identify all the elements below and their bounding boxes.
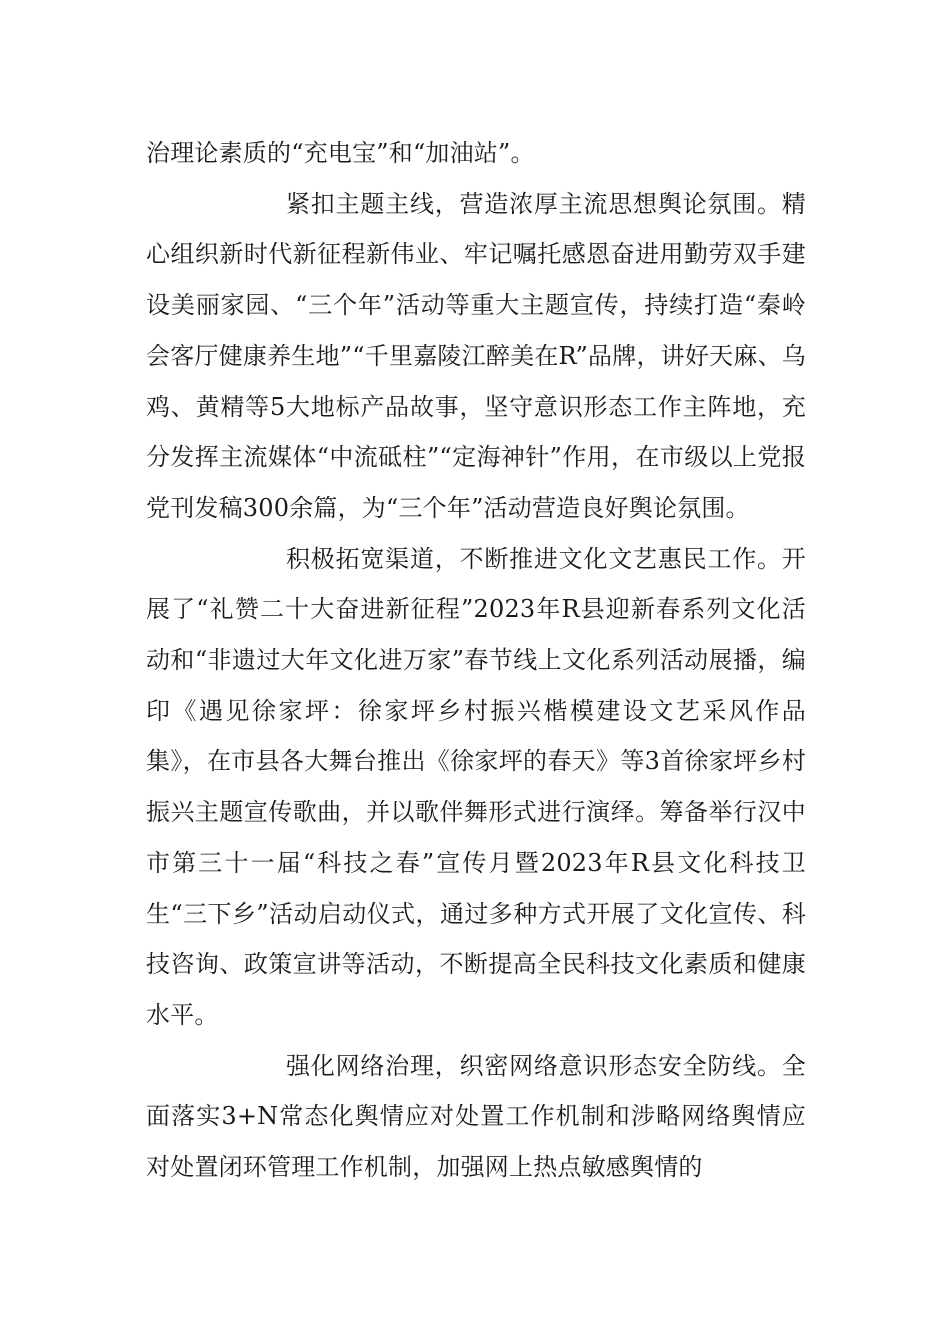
paragraph-network-governance xyxy=(146,1041,806,1193)
paragraph-continuation xyxy=(146,128,806,179)
paragraph-theme-propaganda xyxy=(146,179,806,534)
paragraph-heading: 紧扣主题主线，营造浓厚主流思想舆论氛围。 xyxy=(286,189,782,218)
paragraph-text: 治理论素质的“充电宝”和“加油站”。 xyxy=(146,139,535,167)
paragraph-text: 精心组织新时代新征程新伟业、牢记嘱托感恩奋进用勤劳双手建设美丽家园、“三个年”活动等重大主题宣传，持续打造“秦岭会客厅健康养生地”“千里嘉陵江醉美在R”品牌，讲好天麻、乌鸡、黄精等5大地标产品故事，坚守意识形态工作主阵地，充分发挥主流媒体“中流砥柱”“定海神针”作用，在市级以上党报党刊发稿300余篇，为“三个年”活动营造良好舆论氛围。 xyxy=(146,189,806,522)
paragraph-text: 全面落实3+N常态化舆情应对处置工作机制和涉略网络舆情应对处置闭环管理工作机制，加强网上热点敏感舆情的 xyxy=(146,1051,806,1182)
paragraph-text: 开展了“礼赞二十大奋进新征程”2023年R县迎新春系列文化活动和“非遗过大年文化进万家”春节线上文化系列活动展播，编印《遇见徐家坪：徐家坪乡村振兴楷模建设文艺采风作品集》，在市县各大舞台推出《徐家坪的春天》等3首徐家坪乡村振兴主题宣传歌曲，并以歌伴舞形式进行演绎。筹备举行汉中市第三十一届“科技之春”宣传月暨2023年R县文化科技卫生“三下乡”活动启动仪式，通过多种方式开展了文化宣传、科技咨询、政策宣讲等活动，不断提高全民科技文化素质和健康水平。 xyxy=(146,544,806,1029)
paragraph-culture-benefit xyxy=(146,534,806,1041)
document-body xyxy=(146,128,806,1193)
paragraph-heading: 强化网络治理，织密网络意识形态安全防线。 xyxy=(286,1051,782,1080)
paragraph-heading: 积极拓宽渠道，不断推进文化文艺惠民工作。 xyxy=(286,544,782,573)
